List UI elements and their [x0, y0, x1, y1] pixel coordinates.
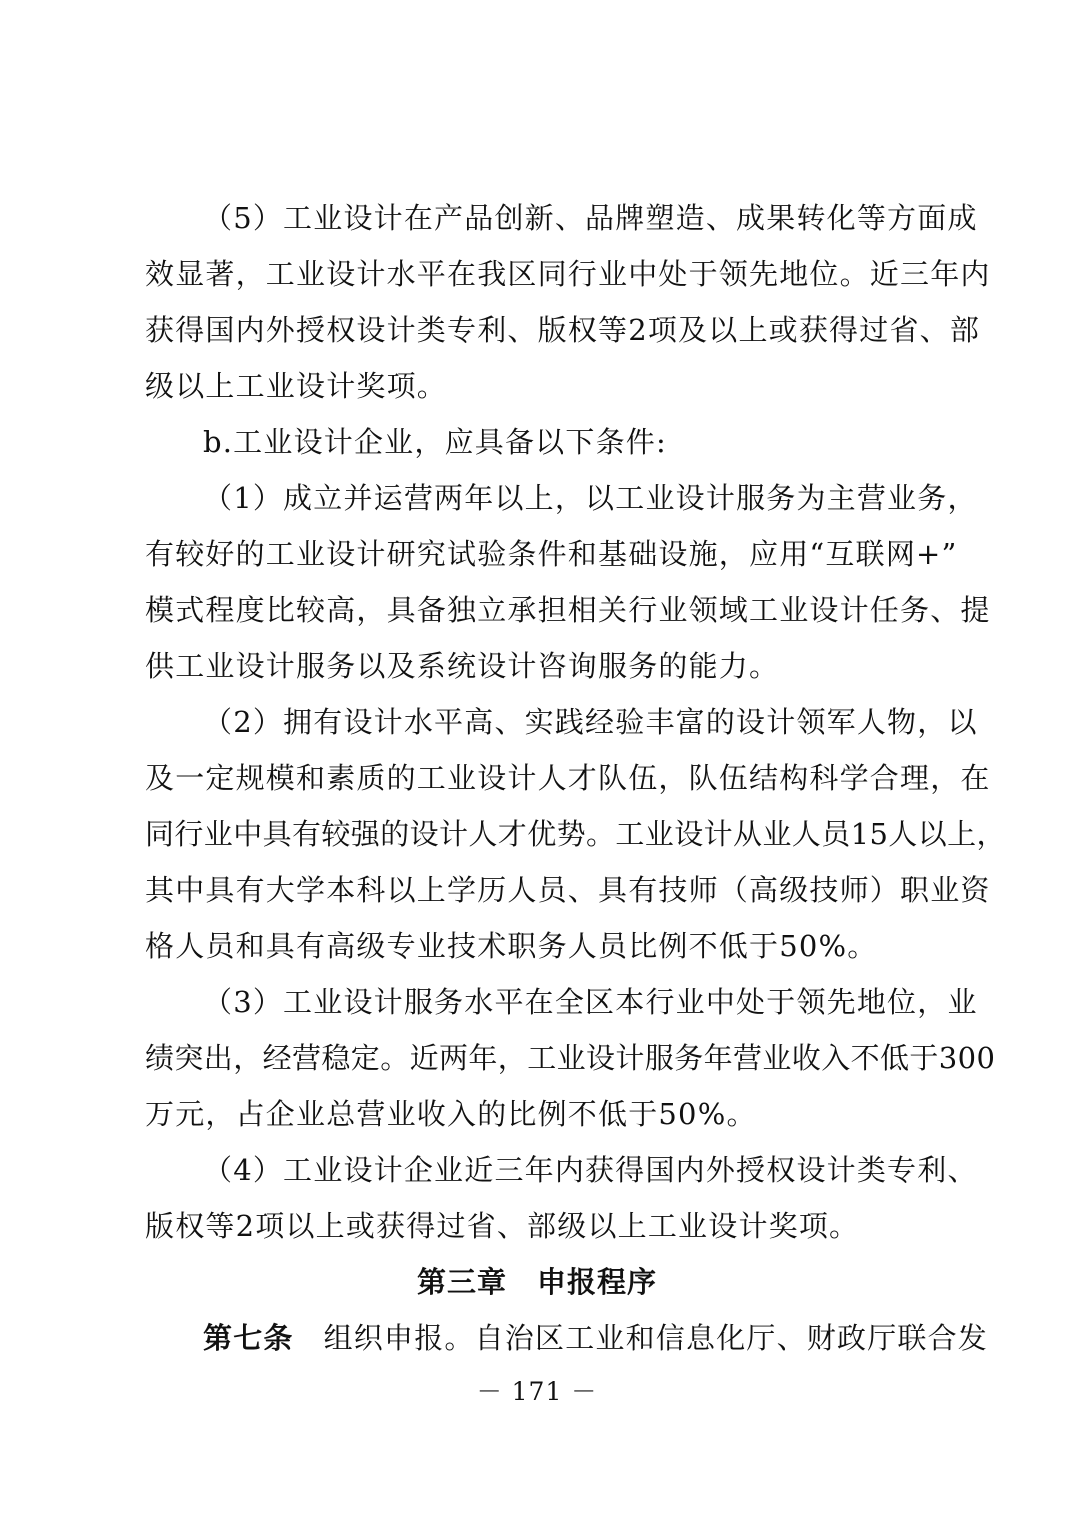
paragraph-line: 其中具有大学本科以上学历人员、具有技师（高级技师）职业资	[145, 873, 991, 907]
page-number: － 171 －	[476, 1377, 598, 1406]
article-text: 组织申报。自治区工业和信息化厅、财政厅联合发	[323, 1321, 989, 1355]
paragraph-line: （1）成立并运营两年以上，以工业设计服务为主营业务，	[203, 481, 978, 515]
paragraph-line: 效显著，工业设计水平在我区同行业中处于领先地位。近三年内	[145, 257, 991, 291]
paragraph-line: 绩突出，经营稳定。近两年，工业设计服务年营业收入不低于300	[145, 1041, 996, 1075]
article-label: 第七条	[203, 1321, 294, 1355]
chapter-number: 第三章	[416, 1265, 507, 1299]
paragraph-line: （2）拥有设计水平高、实践经验丰富的设计领军人物，以	[203, 705, 978, 739]
paragraph-line: （4）工业设计企业近三年内获得国内外授权设计类专利、	[203, 1153, 978, 1187]
paragraph-line: （3）工业设计服务水平在全区本行业中处于领先地位，业	[203, 985, 978, 1019]
chapter-title: 申报程序	[537, 1265, 658, 1299]
chapter-heading	[0, 1262, 1074, 1302]
article-line	[203, 1318, 1003, 1358]
paragraph-line: 有较好的工业设计研究试验条件和基础设施，应用“互联网+”	[145, 537, 958, 571]
paragraph-line: 万元，占企业总营业收入的比例不低于50%。	[145, 1097, 757, 1131]
paragraph-line: 模式程度比较高，具备独立承担相关行业领域工业设计任务、提	[145, 593, 991, 627]
paragraph-line: （5）工业设计在产品创新、品牌塑造、成果转化等方面成	[203, 201, 978, 235]
paragraph-line: 及一定规模和素质的工业设计人才队伍，队伍结构科学合理，在	[145, 761, 991, 795]
paragraph-line: 同行业中具有较强的设计人才优势。工业设计从业人员15人以上，	[145, 817, 1006, 851]
paragraph-line: 格人员和具有高级专业技术职务人员比例不低于50%。	[145, 929, 878, 963]
paragraph-line: 版权等2项以上或获得过省、部级以上工业设计奖项。	[145, 1209, 860, 1243]
paragraph-line: 供工业设计服务以及系统设计咨询服务的能力。	[145, 649, 780, 683]
section-heading-line: b.工业设计企业，应具备以下条件:	[203, 425, 667, 459]
paragraph-line: 级以上工业设计奖项。	[145, 369, 448, 403]
paragraph-line: 获得国内外授权设计类专利、版权等2项及以上或获得过省、部	[145, 313, 981, 347]
